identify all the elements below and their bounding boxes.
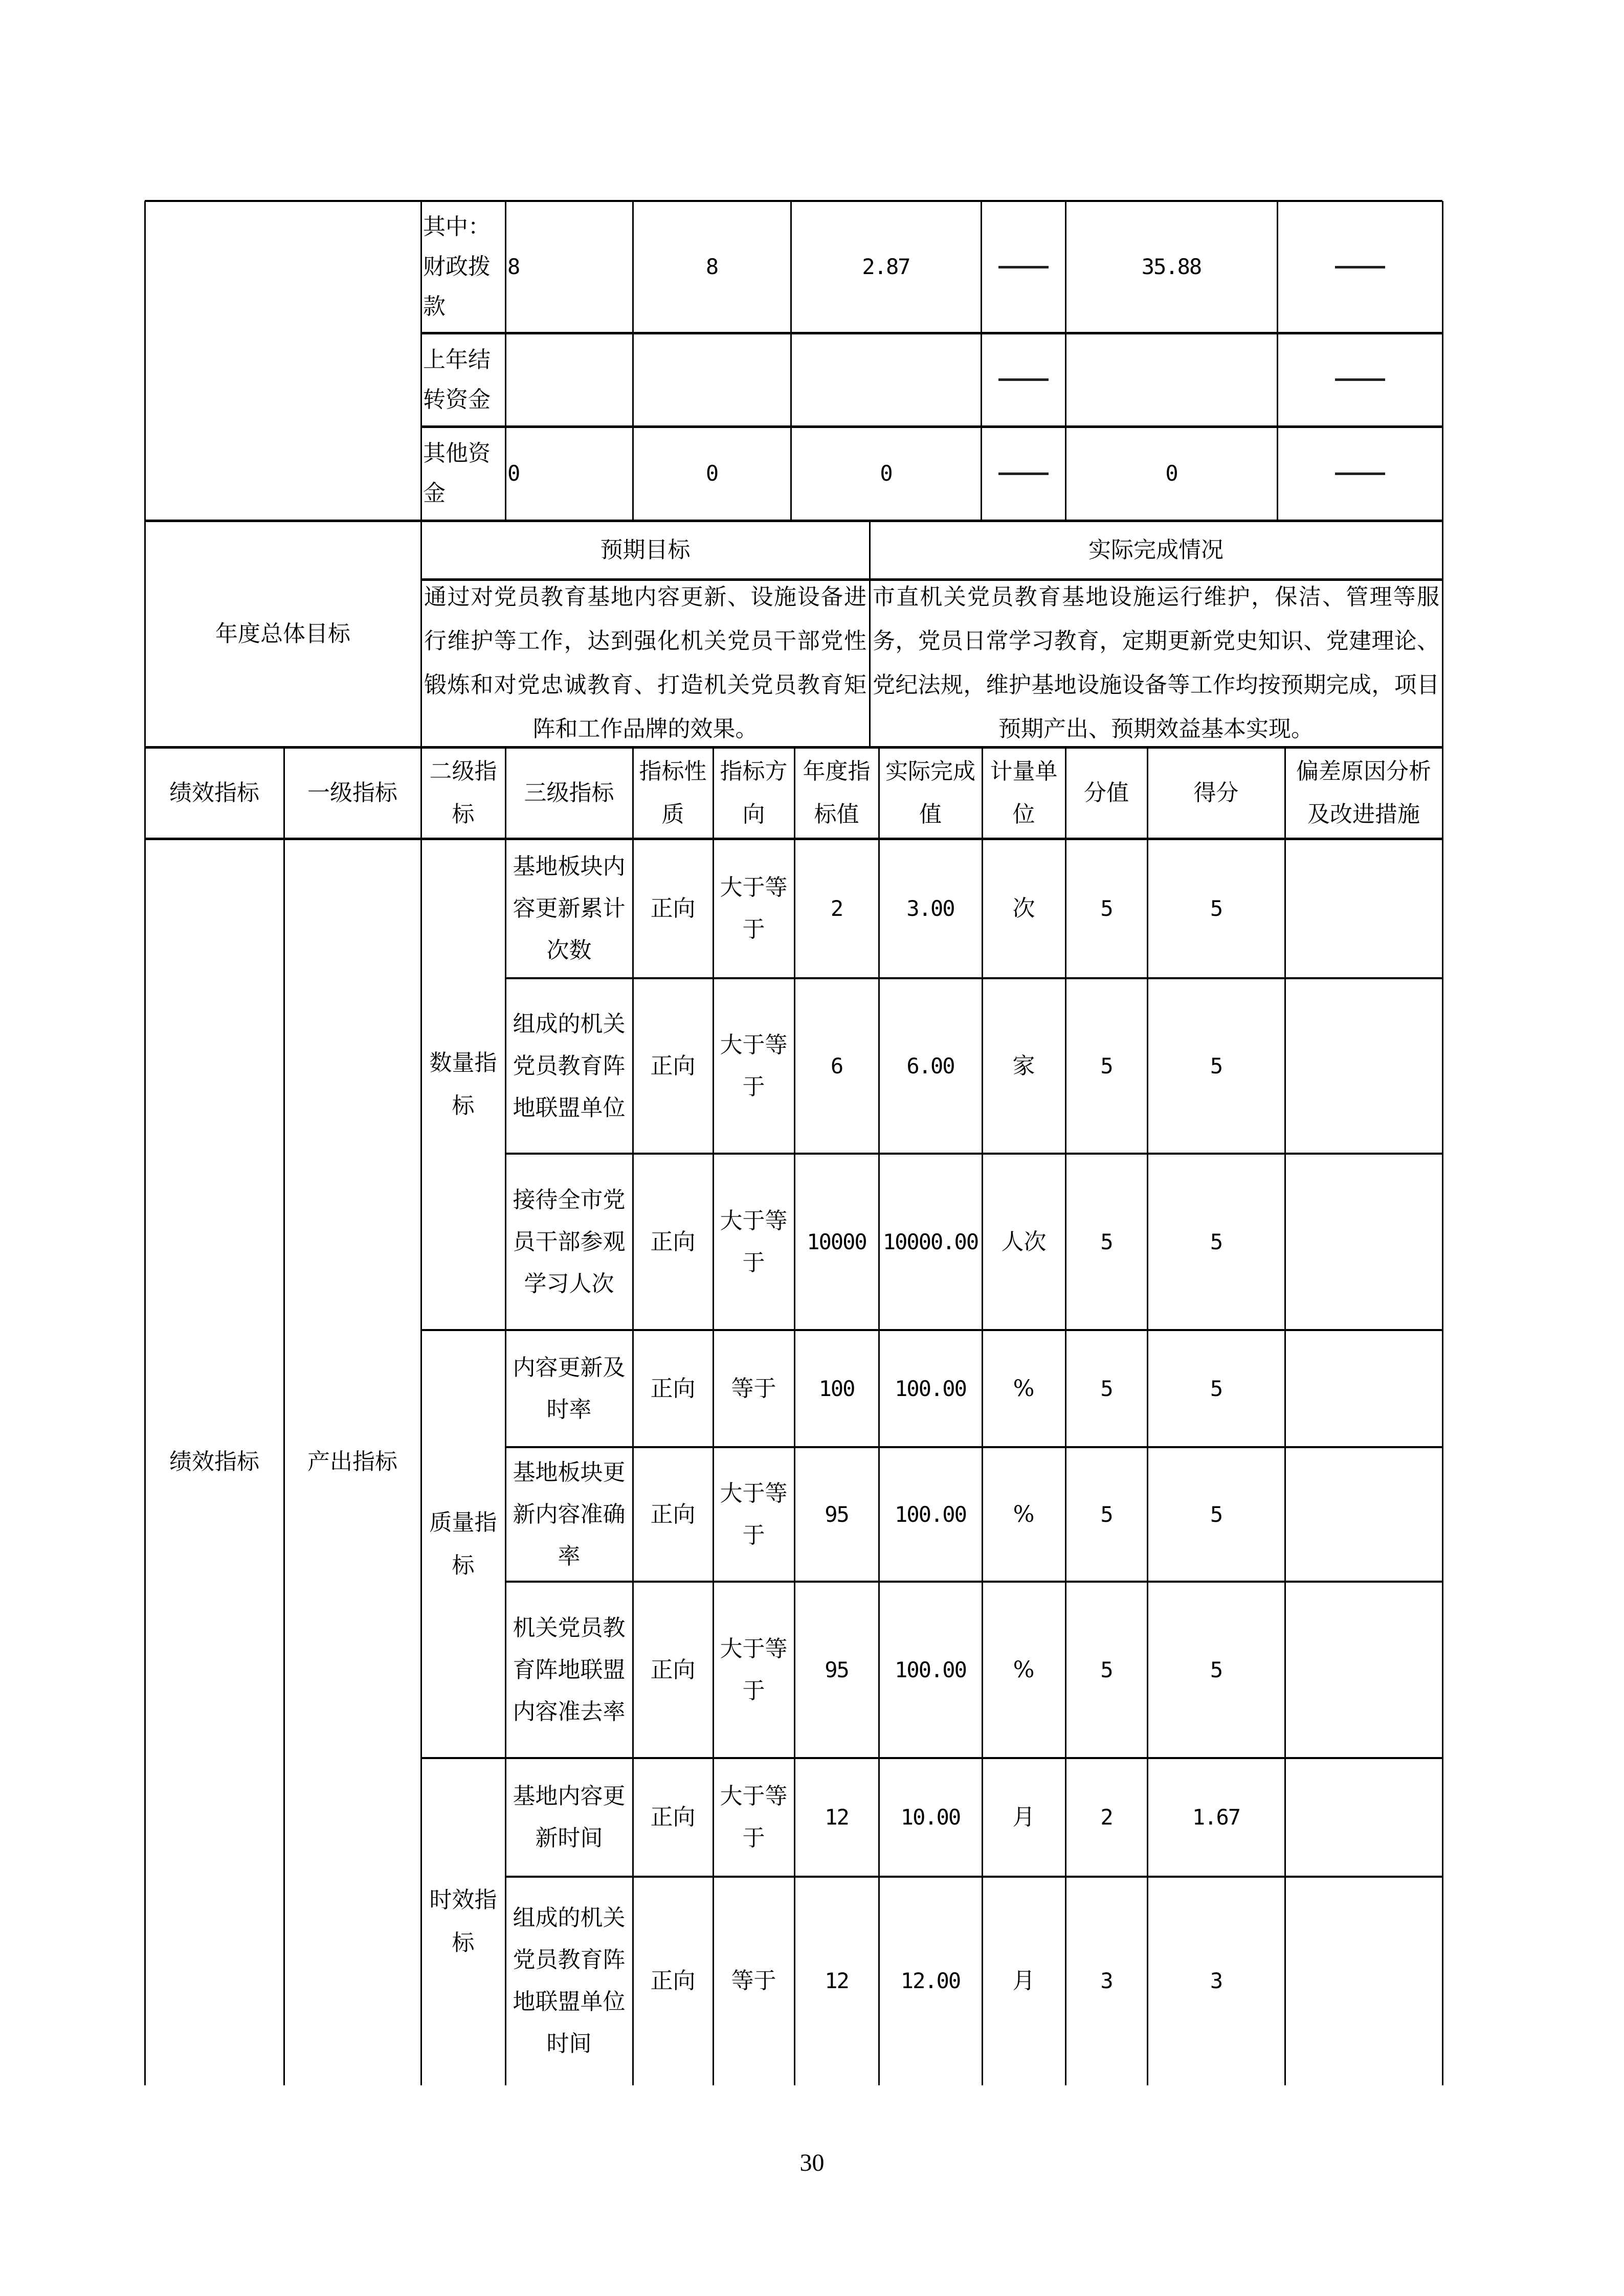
indicator-score-cell-text: 5 xyxy=(1210,1376,1222,1401)
funding-row-label-text: 其中：财政拨款 xyxy=(423,214,491,320)
indicator-actual-cell xyxy=(879,1447,982,1582)
indicator-deviation-cell xyxy=(1285,978,1442,1154)
funding-value-cell xyxy=(791,201,981,333)
table-rule xyxy=(1277,201,1278,521)
funding-value-cell xyxy=(505,333,633,426)
column-header-text: 年度指标值 xyxy=(803,758,871,827)
indicator-actual-cell xyxy=(879,978,982,1154)
annual-goal-label-text: 年度总体目标 xyxy=(215,620,350,647)
column-header-text: 绩效指标 xyxy=(169,779,259,806)
level2-indicator-text: 数量指标 xyxy=(429,1049,497,1119)
column-header-text: 得分 xyxy=(1193,779,1239,806)
indicator-weight-cell-text: 5 xyxy=(1100,1657,1113,1682)
funding-row-label-text: 其他资金 xyxy=(423,440,491,506)
indicator-nature-cell-text: 正向 xyxy=(650,1501,696,1527)
indicator-unit-cell-text: 人次 xyxy=(1001,1228,1047,1255)
indicator-unit-cell-text: 月 xyxy=(1012,1804,1035,1830)
indicator-unit-cell xyxy=(982,839,1065,978)
funding-value-cell xyxy=(1065,201,1277,333)
dash-mark xyxy=(1335,472,1385,475)
funding-value-cell xyxy=(981,201,1065,333)
indicator-direction-cell xyxy=(713,978,794,1154)
indicator-target-cell-text: 95 xyxy=(825,1501,849,1527)
table-rule xyxy=(1065,839,1066,2085)
funding-row-label xyxy=(421,201,505,333)
table-rule xyxy=(505,1876,1442,1878)
indicator-deviation-cell xyxy=(1285,1877,1442,2085)
indicator-direction-cell-text: 大于等于 xyxy=(720,1783,788,1851)
indicator-target-cell xyxy=(794,1877,879,2085)
level1-indicator-text: 产出指标 xyxy=(307,1449,397,1475)
level2-indicator-text: 时效指标 xyxy=(429,1887,497,1956)
column-header-text: 实际完成值 xyxy=(885,758,975,827)
table-rule xyxy=(794,747,795,839)
level3-indicator xyxy=(505,839,633,978)
column-header-text: 二级指标 xyxy=(429,758,497,827)
indicator-direction-cell-text: 大于等于 xyxy=(720,1635,788,1704)
indicator-score-cell xyxy=(1147,839,1285,978)
table-rule xyxy=(145,520,1442,522)
column-header xyxy=(982,747,1065,839)
indicator-nature-cell-text: 正向 xyxy=(650,895,696,921)
indicator-score-cell xyxy=(1147,1877,1285,2085)
indicator-actual-cell-text: 10.00 xyxy=(900,1805,961,1830)
indicator-actual-cell xyxy=(879,1582,982,1758)
indicator-target-cell xyxy=(794,1758,879,1877)
expected-goal-header xyxy=(421,521,870,579)
level3-indicator xyxy=(505,1877,633,2085)
indicator-deviation-cell xyxy=(1285,1330,1442,1447)
indicator-weight-cell xyxy=(1065,1877,1147,2085)
indicator-target-cell xyxy=(794,1154,879,1330)
table-rule xyxy=(982,747,983,839)
indicator-target-cell xyxy=(794,1582,879,1758)
table-rule xyxy=(713,839,714,2085)
indicator-target-cell-text: 2 xyxy=(830,895,843,921)
indicator-target-cell xyxy=(794,1447,879,1582)
indicator-unit-cell xyxy=(982,1447,1065,1582)
dash-mark xyxy=(998,378,1049,381)
indicator-weight-cell-text: 5 xyxy=(1100,895,1113,921)
dash-mark xyxy=(1335,266,1385,268)
table-rule xyxy=(878,839,880,2085)
expected-goal-text-text: 通过对党员教育基地内容更新、设施设备进行维护等工作，达到强化机关党员干部党性锻炼和对党忠诚教育、打造机关党员教育矩阵和工作品牌的效果。 xyxy=(424,584,866,742)
table-rule xyxy=(420,839,422,2085)
indicator-direction-cell xyxy=(713,1877,794,2085)
actual-completion-header-text: 实际完成情况 xyxy=(1088,536,1223,563)
indicator-deviation-cell xyxy=(1285,1447,1442,1582)
indicator-actual-cell xyxy=(879,1330,982,1447)
indicator-unit-cell-text: 次 xyxy=(1012,895,1035,921)
indicator-actual-cell xyxy=(879,1758,982,1877)
indicator-weight-cell xyxy=(1065,1447,1147,1582)
indicator-unit-cell xyxy=(982,1330,1065,1447)
level3-indicator xyxy=(505,978,633,1154)
indicator-weight-cell-text: 5 xyxy=(1100,1053,1113,1078)
column-header xyxy=(505,747,633,839)
indicator-actual-cell-text: 100.00 xyxy=(895,1376,966,1401)
table-rule xyxy=(505,747,506,839)
indicator-direction-cell xyxy=(713,1582,794,1758)
indicator-unit-cell-text: 月 xyxy=(1012,1968,1035,1994)
funding-value-cell-text: 8 xyxy=(507,254,520,279)
level2-indicator xyxy=(421,1758,505,2085)
indicator-nature-cell xyxy=(633,1154,713,1330)
indicator-direction-cell xyxy=(713,1330,794,1447)
indicator-actual-cell-text: 6.00 xyxy=(906,1053,954,1078)
funding-value-cell xyxy=(981,333,1065,426)
table-rule xyxy=(713,747,714,839)
annual-goal-label xyxy=(145,521,421,747)
funding-value-cell xyxy=(1277,201,1442,333)
table-rule xyxy=(505,1581,1442,1583)
table-rule xyxy=(981,201,982,521)
indicator-actual-cell xyxy=(879,1154,982,1330)
funding-value-cell xyxy=(1065,333,1277,426)
table-rule xyxy=(421,1757,1442,1759)
indicator-unit-cell-text: % xyxy=(1013,1501,1035,1527)
indicator-unit-cell xyxy=(982,1877,1065,2085)
table-rule xyxy=(632,747,634,839)
indicator-score-cell xyxy=(1147,1330,1285,1447)
column-header xyxy=(1065,747,1147,839)
indicator-unit-cell xyxy=(982,1758,1065,1877)
funding-row-label xyxy=(421,426,505,521)
indicator-unit-cell xyxy=(982,978,1065,1154)
indicator-weight-cell-text: 3 xyxy=(1100,1968,1113,1993)
indicator-score-cell-text: 1.67 xyxy=(1192,1805,1240,1830)
level3-indicator-text: 基地内容更新时间 xyxy=(513,1783,626,1851)
column-header xyxy=(633,747,713,839)
table-rule xyxy=(505,201,506,521)
indicator-actual-cell xyxy=(879,1877,982,2085)
dash-mark xyxy=(998,266,1049,268)
dash-mark xyxy=(1335,378,1385,381)
indicator-direction-cell xyxy=(713,1758,794,1877)
table-rule xyxy=(420,201,422,521)
indicator-target-cell xyxy=(794,839,879,978)
actual-completion-text xyxy=(870,579,1442,747)
table-rule xyxy=(421,425,1442,428)
level3-indicator xyxy=(505,1447,633,1582)
indicator-target-cell-text: 6 xyxy=(830,1053,843,1078)
indicator-nature-cell-text: 正向 xyxy=(650,1656,696,1683)
indicator-weight-cell-text: 5 xyxy=(1100,1229,1113,1254)
level3-indicator xyxy=(505,1582,633,1758)
indicator-target-cell-text: 12 xyxy=(825,1805,849,1830)
funding-value-cell xyxy=(981,426,1065,521)
column-header xyxy=(145,747,284,839)
indicator-deviation-cell xyxy=(1285,1582,1442,1758)
level3-indicator-text: 基地板块内容更新累计次数 xyxy=(513,853,626,963)
funding-value-cell xyxy=(1277,333,1442,426)
level2-indicator xyxy=(421,1330,505,1758)
funding-value-cell xyxy=(505,426,633,521)
indicator-unit-cell-text: % xyxy=(1013,1375,1035,1402)
funding-value-cell xyxy=(1065,426,1277,521)
indicator-score-cell xyxy=(1147,1447,1285,1582)
indicator-unit-cell xyxy=(982,1154,1065,1330)
column-header xyxy=(794,747,879,839)
table-rule xyxy=(1065,201,1066,521)
table-rule xyxy=(421,578,1442,581)
table-rule xyxy=(790,201,792,521)
table-rule xyxy=(1442,201,1443,2085)
table-rule xyxy=(421,332,1442,334)
indicator-nature-cell xyxy=(633,1877,713,2085)
indicator-weight-cell-text: 5 xyxy=(1100,1501,1113,1527)
funding-value-cell-text: 0 xyxy=(1165,461,1177,486)
indicator-deviation-cell xyxy=(1285,1758,1442,1877)
indicator-nature-cell xyxy=(633,1758,713,1877)
actual-completion-header xyxy=(870,521,1442,579)
indicator-weight-cell-text: 5 xyxy=(1100,1376,1113,1401)
indicator-weight-cell xyxy=(1065,1758,1147,1877)
expected-goal-header-text: 预期目标 xyxy=(600,536,691,563)
page-number: 30 xyxy=(799,2149,825,2176)
funding-value-cell-text: 0 xyxy=(880,461,892,486)
table-rule xyxy=(1284,747,1286,839)
dash-mark xyxy=(998,472,1049,475)
indicator-score-cell-text: 5 xyxy=(1210,1053,1222,1078)
level2-indicator xyxy=(421,839,505,1330)
table-rule xyxy=(632,201,634,521)
indicator-unit-cell-text: % xyxy=(1013,1656,1035,1683)
indicator-weight-cell xyxy=(1065,839,1147,978)
column-header-text: 偏差原因分析及改进措施 xyxy=(1296,758,1431,827)
table-rule xyxy=(420,747,422,839)
indicator-actual-cell-text: 100.00 xyxy=(895,1657,966,1682)
indicator-target-cell-text: 12 xyxy=(825,1968,849,1993)
level0-indicator xyxy=(145,839,284,2085)
column-header xyxy=(879,747,982,839)
indicator-score-cell-text: 3 xyxy=(1210,1968,1222,1993)
indicator-target-cell xyxy=(794,978,879,1154)
table-rule xyxy=(632,839,634,2085)
actual-completion-text-text: 市直机关党员教育基地设施运行维护，保洁、管理等服务，党员日常学习教育，定期更新党史知识、党建理论、党纪法规，维护基地设施设备等工作均按预期完成，项目预期产出、预期效益基本实现。 xyxy=(873,584,1439,742)
funding-value-cell-text: 0 xyxy=(507,461,520,486)
indicator-direction-cell-text: 大于等于 xyxy=(720,1480,788,1548)
column-header-text: 一级指标 xyxy=(307,779,397,806)
indicator-actual-cell-text: 12.00 xyxy=(900,1968,961,1993)
table-rule xyxy=(505,977,1442,979)
level3-indicator xyxy=(505,1330,633,1447)
indicator-score-cell-text: 5 xyxy=(1210,1501,1222,1527)
funding-value-cell xyxy=(633,426,791,521)
funding-value-cell xyxy=(505,201,633,333)
indicator-nature-cell xyxy=(633,1582,713,1758)
column-header-text: 三级指标 xyxy=(524,779,614,806)
level3-indicator-text: 机关党员教育阵地联盟内容准去率 xyxy=(513,1614,626,1725)
indicator-direction-cell-text: 大于等于 xyxy=(720,874,788,942)
indicator-score-cell-text: 5 xyxy=(1210,1657,1222,1682)
table-rule xyxy=(869,521,871,747)
indicator-nature-cell xyxy=(633,839,713,978)
table-rule xyxy=(420,521,422,747)
table-rule xyxy=(1147,839,1148,2085)
indicator-nature-cell xyxy=(633,978,713,1154)
level1-indicator xyxy=(284,839,421,2085)
indicator-weight-cell-text: 2 xyxy=(1100,1805,1113,1830)
indicator-score-cell xyxy=(1147,1154,1285,1330)
funding-value-cell xyxy=(633,333,791,426)
funding-value-cell-text: 35.88 xyxy=(1141,254,1202,279)
table-rule xyxy=(145,200,1442,202)
level0-indicator-text: 绩效指标 xyxy=(169,1449,259,1475)
table-rule xyxy=(794,839,795,2085)
column-header-text: 指标性质 xyxy=(639,758,707,827)
indicator-actual-cell xyxy=(879,839,982,978)
indicator-actual-cell-text: 10000.00 xyxy=(882,1229,978,1254)
indicator-score-cell-text: 5 xyxy=(1210,1229,1222,1254)
column-header-text: 指标方向 xyxy=(720,758,788,827)
indicator-weight-cell xyxy=(1065,978,1147,1154)
indicator-nature-cell-text: 正向 xyxy=(650,1968,696,1994)
indicator-nature-cell-text: 正向 xyxy=(650,1804,696,1830)
funding-value-cell-text: 8 xyxy=(705,254,718,279)
level3-indicator-text: 接待全市党员干部参观学习人次 xyxy=(513,1186,626,1297)
indicator-nature-cell-text: 正向 xyxy=(650,1375,696,1402)
indicator-actual-cell-text: 100.00 xyxy=(895,1501,966,1527)
indicator-weight-cell xyxy=(1065,1154,1147,1330)
table-rule xyxy=(1147,747,1148,839)
indicator-weight-cell xyxy=(1065,1330,1147,1447)
indicator-score-cell-text: 5 xyxy=(1210,895,1222,921)
funding-value-cell xyxy=(1277,426,1442,521)
indicator-nature-cell-text: 正向 xyxy=(650,1052,696,1079)
level3-indicator-text: 组成的机关党员教育阵地联盟单位 xyxy=(513,1010,626,1121)
column-header xyxy=(1285,747,1442,839)
indicator-deviation-cell xyxy=(1285,1154,1442,1330)
funding-row-label xyxy=(421,333,505,426)
indicator-unit-cell-text: 家 xyxy=(1012,1052,1035,1079)
funding-value-cell xyxy=(791,426,981,521)
table-rule xyxy=(1065,747,1066,839)
level3-indicator xyxy=(505,1154,633,1330)
table-rule xyxy=(982,839,983,2085)
funding-row-label-text: 上年结转资金 xyxy=(423,346,491,413)
level3-indicator-text: 内容更新及时率 xyxy=(513,1354,626,1423)
level2-indicator-text: 质量指标 xyxy=(429,1509,497,1579)
indicator-nature-cell xyxy=(633,1447,713,1582)
table-rule xyxy=(283,839,285,2085)
indicator-nature-cell-text: 正向 xyxy=(650,1228,696,1255)
indicator-direction-cell xyxy=(713,839,794,978)
indicator-target-cell-text: 95 xyxy=(825,1657,849,1682)
level3-indicator-text: 基地板块更新内容准确率 xyxy=(513,1459,626,1569)
indicator-direction-cell xyxy=(713,1447,794,1582)
indicator-actual-cell-text: 3.00 xyxy=(906,895,954,921)
funding-value-cell xyxy=(633,201,791,333)
indicator-unit-cell xyxy=(982,1582,1065,1758)
indicator-direction-cell-text: 大于等于 xyxy=(720,1207,788,1276)
table-rule xyxy=(283,747,285,839)
indicator-score-cell xyxy=(1147,1582,1285,1758)
table-rule xyxy=(505,1446,1442,1448)
indicator-target-cell-text: 10000 xyxy=(807,1229,866,1254)
indicator-target-cell-text: 100 xyxy=(818,1376,855,1401)
indicator-nature-cell xyxy=(633,1330,713,1447)
indicator-score-cell xyxy=(1147,1758,1285,1877)
table-rule xyxy=(505,1153,1442,1155)
funding-value-cell xyxy=(791,333,981,426)
column-header-text: 计量单位 xyxy=(990,758,1058,827)
indicator-direction-cell-text: 大于等于 xyxy=(720,1031,788,1100)
table-rule xyxy=(878,747,880,839)
indicator-deviation-cell xyxy=(1285,839,1442,978)
indicator-target-cell xyxy=(794,1330,879,1447)
level3-indicator-text: 组成的机关党员教育阵地联盟单位时间 xyxy=(513,1905,626,2057)
indicator-weight-cell xyxy=(1065,1582,1147,1758)
column-header-text: 分值 xyxy=(1084,779,1129,806)
table-rule xyxy=(421,1329,1442,1331)
indicator-direction-cell xyxy=(713,1154,794,1330)
column-header xyxy=(713,747,794,839)
funding-value-cell-text: 0 xyxy=(705,461,718,486)
indicator-direction-cell-text: 等于 xyxy=(731,1375,776,1402)
table-rule xyxy=(1284,839,1286,2085)
table-rule xyxy=(505,839,506,2085)
indicator-direction-cell-text: 等于 xyxy=(731,1968,776,1994)
indicator-score-cell xyxy=(1147,978,1285,1154)
level3-indicator xyxy=(505,1758,633,1877)
column-header xyxy=(421,747,505,839)
expected-goal-text xyxy=(421,579,870,747)
funding-value-cell-text: 2.87 xyxy=(862,254,910,279)
column-header xyxy=(284,747,421,839)
table-rule xyxy=(144,201,146,2085)
column-header xyxy=(1147,747,1285,839)
